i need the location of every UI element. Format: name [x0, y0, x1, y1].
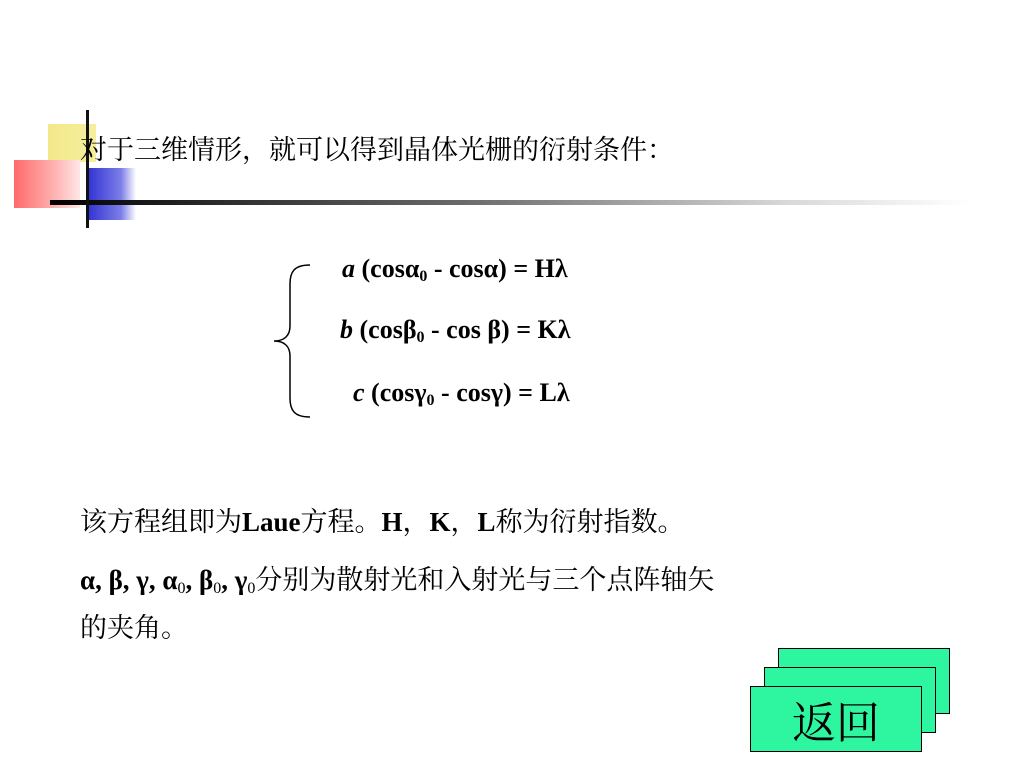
paragraph-laue — [80, 500, 685, 539]
paragraph-laue-part1: 该方程组即为 — [80, 507, 242, 538]
index-k: K — [429, 507, 451, 537]
index-h: H — [381, 507, 403, 537]
decorative-blue-square — [86, 168, 136, 220]
equation-c-rhs: - cosγ) = Lλ — [434, 378, 570, 407]
separator-1: ， — [402, 507, 430, 538]
angles-text-line1: 分别为散射光和入射光与三个点阵轴矢 — [255, 565, 715, 596]
laue-word: Laue — [242, 507, 301, 537]
angles-text-line2: 的夹角。 — [80, 613, 188, 644]
slide-title: 对于三维情形，就可以得到晶体光栅的衍射条件： — [80, 135, 674, 166]
left-brace-icon — [270, 262, 314, 420]
equation-b-rhs: - cos β) = Kλ — [424, 315, 571, 344]
greek-symbols-1: α, β, γ, α — [80, 565, 178, 595]
title-underline — [50, 200, 970, 205]
equation-c — [353, 378, 570, 410]
equation-c-var: c — [353, 378, 365, 407]
equation-a-rhs: - cosα) = Hλ — [427, 254, 568, 283]
equation-a-body: (cosα — [355, 254, 420, 283]
equation-a-var: a — [342, 254, 355, 283]
index-l: L — [477, 507, 496, 537]
greek-symbols-3: , γ — [221, 565, 248, 595]
equation-a-sub: 0 — [419, 268, 428, 285]
paragraph-laue-part3: 称为衍射指数。 — [495, 507, 685, 538]
greek-sub-3: 0 — [247, 580, 256, 597]
equation-b-body: (cosβ — [353, 315, 417, 344]
separator-2: ， — [450, 507, 478, 538]
equation-b — [340, 315, 571, 347]
equation-a — [342, 254, 568, 286]
equation-b-sub: 0 — [416, 329, 425, 346]
greek-symbols-2: , β — [185, 565, 214, 595]
paragraph-laue-part2: 方程。 — [300, 507, 382, 538]
greek-sub-2: 0 — [213, 580, 222, 597]
equation-b-var: b — [340, 315, 353, 344]
paragraph-angles — [80, 560, 714, 649]
equation-c-sub: 0 — [426, 392, 435, 409]
return-button[interactable]: 返回 — [750, 686, 922, 752]
equation-c-body: (cosγ — [364, 378, 427, 407]
greek-sub-1: 0 — [177, 580, 186, 597]
